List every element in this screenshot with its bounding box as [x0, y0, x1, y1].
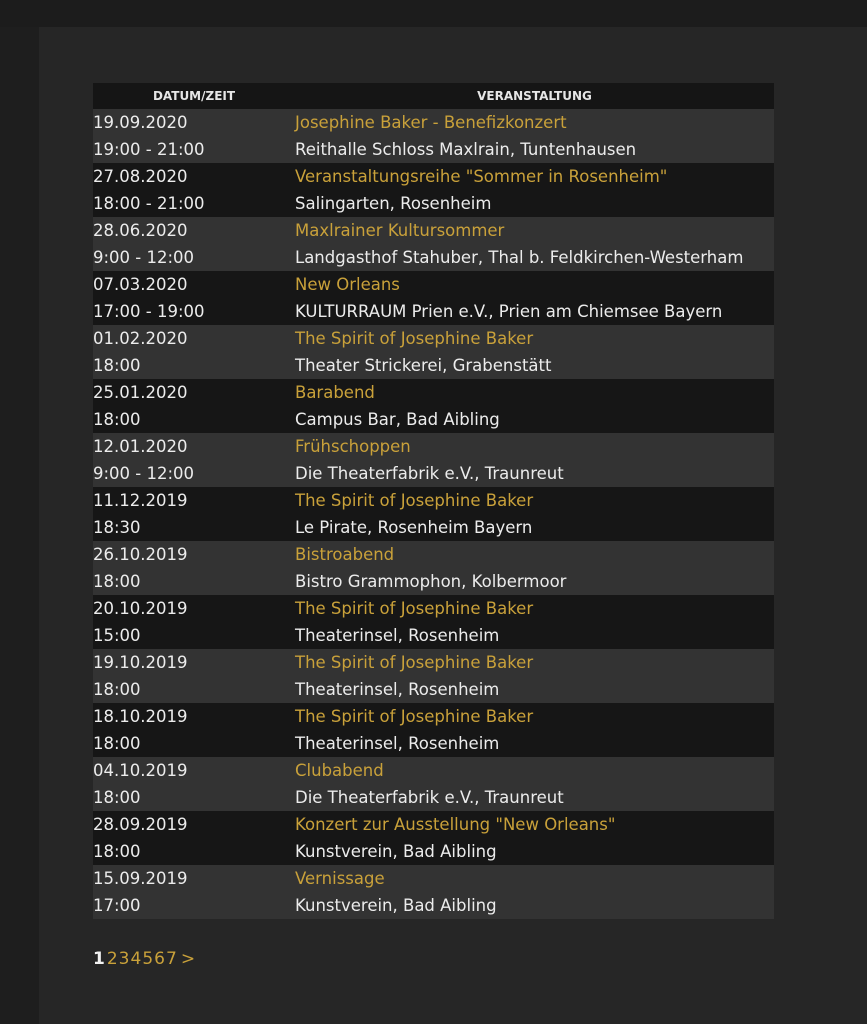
event-row-bottom-line: [93, 676, 774, 703]
event-venue: Theater Strickerei, Grabenstätt: [295, 356, 552, 375]
event-row-top-line: [93, 217, 774, 244]
event-time: 18:00: [93, 734, 141, 753]
events-table-header: [93, 83, 774, 109]
top-bar: [0, 0, 867, 27]
event-row-top-line: [93, 865, 774, 892]
event-title-link[interactable]: Frühschoppen: [295, 437, 411, 456]
event-row-bottom-line: [93, 784, 774, 811]
event-date: 19.09.2020: [93, 113, 188, 132]
event-date: 28.09.2019: [93, 815, 188, 834]
event-row-top-line: [93, 541, 774, 568]
event-venue: Bistro Grammophon, Kolbermoor: [295, 572, 567, 591]
event-row-bottom-line: [93, 136, 774, 163]
event-row: [93, 217, 774, 271]
event-time: 18:00: [93, 842, 141, 861]
event-row: [93, 703, 774, 757]
event-venue: Die Theaterfabrik e.V., Traunreut: [295, 788, 564, 807]
event-row-top-line: [93, 433, 774, 460]
event-venue: Le Pirate, Rosenheim Bayern: [295, 518, 533, 537]
event-row-top-line: [93, 595, 774, 622]
event-venue: Theaterinsel, Rosenheim: [295, 734, 500, 753]
event-row-bottom-line: [93, 838, 774, 865]
event-row: [93, 325, 774, 379]
pagination-page-6-link[interactable]: 6: [154, 949, 165, 969]
event-venue: Kunstverein, Bad Aibling: [295, 896, 497, 915]
event-date: 26.10.2019: [93, 545, 188, 564]
event-row-top-line: [93, 487, 774, 514]
column-header-date: DATUM/ZEIT: [152, 89, 236, 103]
pagination-page-7-link[interactable]: 7: [165, 949, 177, 969]
pagination-current-page: 1: [93, 949, 105, 969]
pagination: [93, 948, 195, 970]
event-title-link[interactable]: The Spirit of Josephine Baker: [295, 653, 534, 672]
event-row: [93, 595, 774, 649]
event-row: [93, 865, 774, 919]
event-row-bottom-line: [93, 190, 774, 217]
event-time: 15:00: [93, 626, 141, 645]
event-title-link[interactable]: The Spirit of Josephine Baker: [295, 491, 534, 510]
event-venue: Salingarten, Rosenheim: [295, 194, 492, 213]
event-row-top-line: [93, 379, 774, 406]
event-title-link[interactable]: New Orleans: [295, 275, 400, 294]
event-row: [93, 163, 774, 217]
event-time: 9:00 - 12:00: [93, 464, 195, 483]
event-row-bottom-line: [93, 514, 774, 541]
event-venue: Reithalle Schloss Maxlrain, Tuntenhausen: [295, 140, 637, 159]
column-header-event: VERANSTALTUNG: [477, 89, 592, 103]
events-table: [93, 83, 774, 919]
event-row: [93, 757, 774, 811]
event-row-bottom-line: [93, 352, 774, 379]
event-date: 01.02.2020: [93, 329, 188, 348]
event-row-top-line: [93, 163, 774, 190]
event-row-top-line: [93, 757, 774, 784]
event-row-top-line: [93, 649, 774, 676]
event-venue: KULTURRAUM Prien e.V., Prien am Chiemsee Bayern: [295, 302, 723, 321]
event-title-link[interactable]: Clubabend: [295, 761, 384, 780]
event-title-link[interactable]: Konzert zur Ausstellung "New Orleans": [295, 815, 616, 834]
event-time: 17:00 - 19:00: [93, 302, 205, 321]
event-time: 18:00: [93, 410, 141, 429]
event-row-bottom-line: [93, 460, 774, 487]
event-time: 18:00: [93, 356, 141, 375]
event-row: [93, 433, 774, 487]
event-time: 9:00 - 12:00: [93, 248, 195, 267]
event-time: 18:30: [93, 518, 141, 537]
event-date: 28.06.2020: [93, 221, 188, 240]
event-venue: Kunstverein, Bad Aibling: [295, 842, 497, 861]
event-title-link[interactable]: The Spirit of Josephine Baker: [295, 599, 534, 618]
event-row-top-line: [93, 325, 774, 352]
event-venue: Theaterinsel, Rosenheim: [295, 626, 500, 645]
event-time: 18:00: [93, 572, 141, 591]
event-time: 18:00: [93, 788, 141, 807]
event-row-bottom-line: [93, 244, 774, 271]
event-row-bottom-line: [93, 892, 774, 919]
event-row-top-line: [93, 109, 774, 136]
pagination-page-2-link[interactable]: 2: [106, 949, 118, 969]
event-venue: Theaterinsel, Rosenheim: [295, 680, 500, 699]
event-title-link[interactable]: Josephine Baker - Benefizkonzert: [295, 113, 567, 132]
event-date: 25.01.2020: [93, 383, 188, 402]
event-row-bottom-line: [93, 406, 774, 433]
pagination-page-5-link[interactable]: 5: [142, 949, 154, 969]
event-venue: Landgasthof Stahuber, Thal b. Feldkirchen-Westerham: [295, 248, 744, 267]
event-date: 15.09.2019: [93, 869, 188, 888]
event-date: 07.03.2020: [93, 275, 188, 294]
event-title-link[interactable]: Barabend: [295, 383, 375, 402]
event-row-bottom-line: [93, 730, 774, 757]
pagination-page-4-link[interactable]: 4: [130, 949, 142, 969]
event-row-top-line: [93, 271, 774, 298]
pagination-page-links: [107, 949, 178, 969]
event-row: [93, 109, 774, 163]
event-title-link[interactable]: Veranstaltungsreihe "Sommer in Rosenheim": [295, 167, 668, 186]
event-row-top-line: [93, 703, 774, 730]
event-date: 12.01.2020: [93, 437, 188, 456]
event-time: 18:00: [93, 680, 141, 699]
events-table-body: [93, 109, 774, 919]
event-venue: Die Theaterfabrik e.V., Traunreut: [295, 464, 564, 483]
event-date: 04.10.2019: [93, 761, 188, 780]
event-date: 27.08.2020: [93, 167, 188, 186]
event-row: [93, 649, 774, 703]
event-venue: Campus Bar, Bad Aibling: [295, 410, 500, 429]
event-row-bottom-line: [93, 298, 774, 325]
event-title-link[interactable]: Maxlrainer Kultursommer: [295, 221, 505, 240]
event-row-top-line: [93, 811, 774, 838]
event-date: 18.10.2019: [93, 707, 188, 726]
event-row: [93, 541, 774, 595]
event-row-bottom-line: [93, 622, 774, 649]
pagination-page-3-link[interactable]: 3: [118, 949, 130, 969]
event-date: 19.10.2019: [93, 653, 188, 672]
event-title-link[interactable]: Vernissage: [295, 869, 385, 888]
event-title-link[interactable]: The Spirit of Josephine Baker: [295, 707, 534, 726]
event-row: [93, 271, 774, 325]
event-time: 19:00 - 21:00: [93, 140, 205, 159]
event-date: 11.12.2019: [93, 491, 188, 510]
event-time: 18:00 - 21:00: [93, 194, 205, 213]
event-time: 17:00: [93, 896, 141, 915]
event-date: 20.10.2019: [93, 599, 188, 618]
event-row: [93, 811, 774, 865]
event-row: [93, 379, 774, 433]
event-row-bottom-line: [93, 568, 774, 595]
event-title-link[interactable]: Bistroabend: [295, 545, 395, 564]
event-row: [93, 487, 774, 541]
pagination-next-link[interactable]: >: [180, 949, 196, 969]
event-title-link[interactable]: The Spirit of Josephine Baker: [295, 329, 534, 348]
